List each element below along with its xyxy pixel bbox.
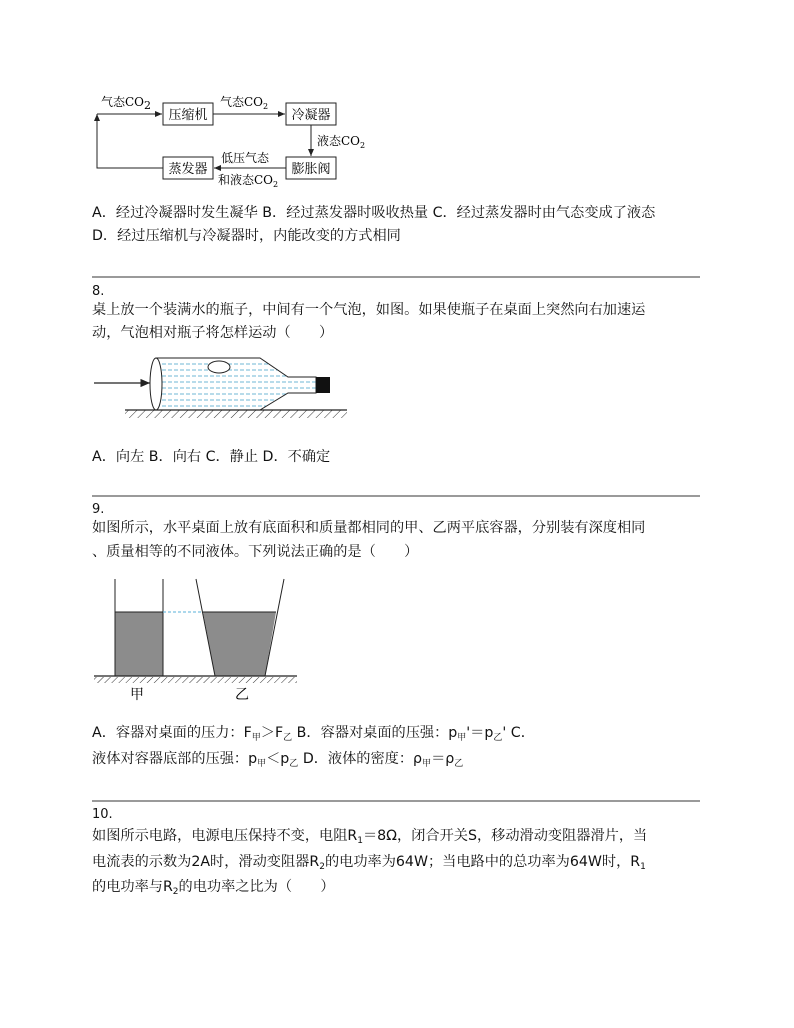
compressor-label: 压缩机 (168, 108, 208, 123)
container-yi-liquid (203, 612, 276, 676)
q9-options-line1: A．容器对桌面的压力：$F_甲>F_乙$ B．容器对桌面的压强：$p_甲'=p_乙'$ C． (92, 725, 535, 743)
q10-stem-line1: 如图所示电路，电源电压保持不变，电阻$R_1=8\Omega$，闭合开关S，移动滑动变阻器滑片，当 (92, 828, 648, 846)
q9-stem-line2: 、质量相等的不同液体。下列说法正确的是（ ） (92, 544, 419, 560)
label-jia: 甲 (130, 687, 144, 703)
containers-figure (92, 575, 307, 705)
q10-stem-line3: 的电功率与$R_2$的电功率之比为（ ） (92, 879, 335, 897)
liquid-label: 液态$CO_2$ (317, 134, 366, 150)
q8-options: A．向左 B．向右 C．静止 D．不确定 (92, 449, 331, 465)
lowp-label-2: 和液态$CO_2$ (218, 173, 279, 189)
divider (92, 800, 700, 802)
q10-stem-line2: 电流表的示数为2A时，滑动变阻器$R_2$的电功率为64W；当电路中的总功率为64W时，$R_1$ (92, 854, 646, 872)
gas-in-label: 气态CO2 (101, 95, 152, 112)
gas-mid-label: 气态$CO_2$ (220, 95, 269, 111)
divider (92, 276, 700, 278)
refrigeration-cycle-diagram (90, 90, 380, 195)
q7-options-line1: A．经过冷凝器时发生凝华 B．经过蒸发器时吸收热量 C．经过蒸发器时由气态变成了液态 (92, 205, 656, 221)
air-bubble (208, 361, 230, 373)
return-loop-arrow (97, 114, 163, 168)
q8-stem-line2: 动，气泡相对瓶子将怎样运动（ ） (92, 325, 334, 341)
table-hatch (125, 410, 347, 418)
bottle-base (150, 358, 162, 410)
q9-number: 9. (92, 502, 105, 517)
q10-number: 10. (92, 807, 113, 822)
divider (92, 495, 700, 497)
table-hatch (94, 677, 297, 683)
q9-stem-line1: 如图所示，水平桌面上放有底面积和质量都相同的甲、乙两平底容器，分别装有深度相同 (92, 520, 646, 536)
bottle-figure (90, 355, 350, 425)
container-jia-liquid (115, 612, 163, 676)
bottle-body (156, 358, 316, 410)
condenser-label: 冷凝器 (291, 108, 331, 123)
valve-label: 膨胀阀 (291, 162, 331, 177)
q8-stem-line1: 桌上放一个装满水的瓶子，中间有一个气泡，如图。如果使瓶子在桌面上突然向右加速运 (92, 302, 646, 318)
label-yi: 乙 (235, 687, 249, 703)
evaporator-label: 蒸发器 (168, 162, 208, 177)
q9-options-line2: 液体对容器底部的压强：$p_甲<p_乙$ D．液体的密度：$\rho_甲=\rho_乙$ (92, 751, 464, 769)
lowp-label-1: 低压气态 (221, 151, 270, 165)
q8-number: 8. (92, 284, 105, 299)
bottle-cap (316, 377, 330, 393)
q7-options-line2: D．经过压缩机与冷凝器时，内能改变的方式相同 (92, 228, 401, 244)
